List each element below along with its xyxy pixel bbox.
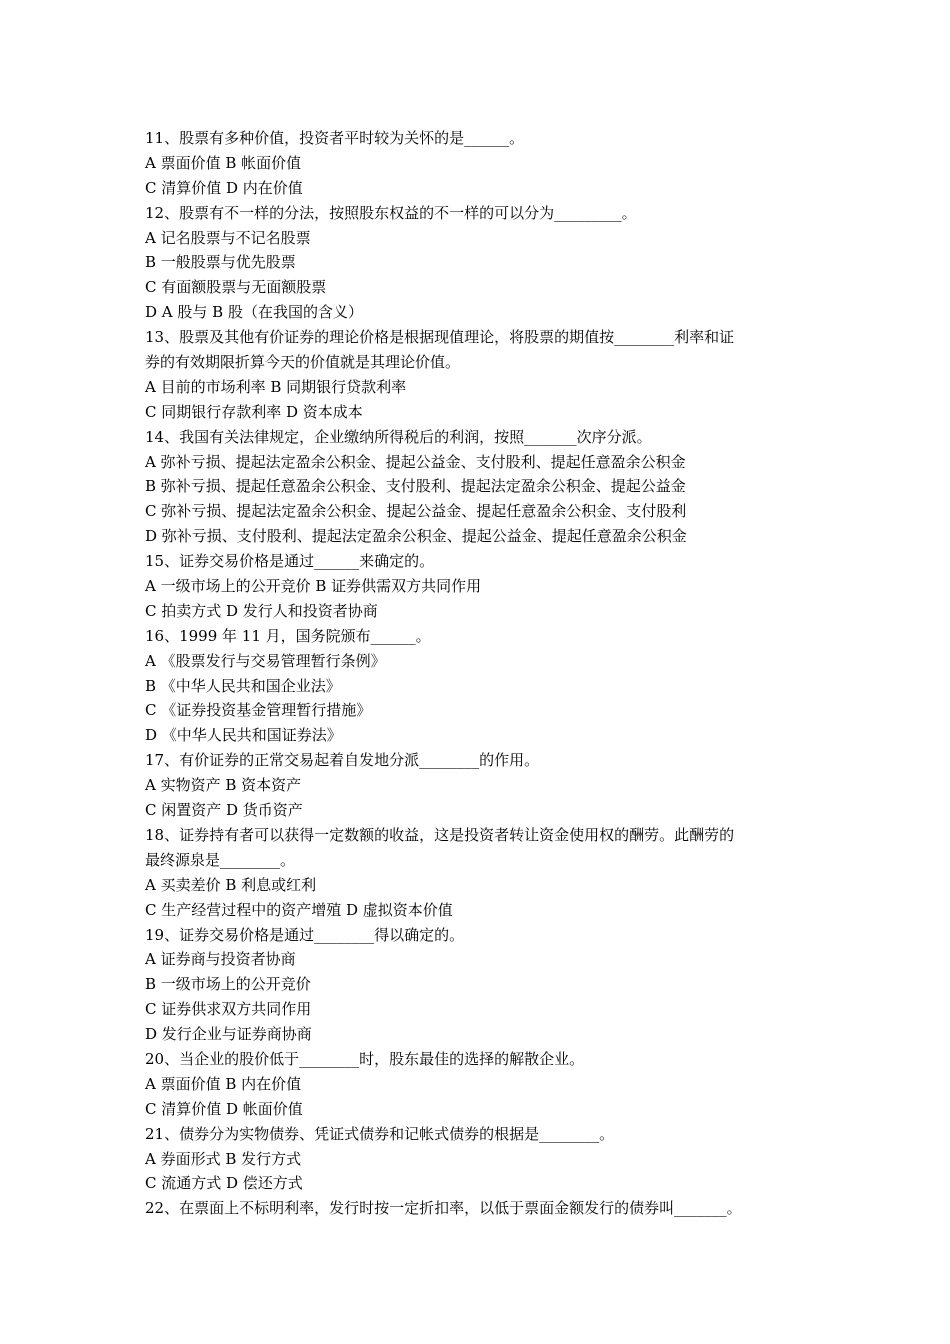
option-line: C 弥补亏损、提起法定盈余公积金、提起公益金、提起任意盈余公积金、支付股利	[145, 502, 687, 521]
option-line: B 一级市场上的公开竞价	[145, 975, 311, 994]
option-line: C 拍卖方式 D 发行人和投资者协商	[145, 601, 378, 620]
question-16: 16、1999 年 11 月，国务院颁布______。	[145, 626, 431, 645]
option-line: A 《股票发行与交易管理暂行条例》	[145, 651, 386, 670]
option-line: A 弥补亏损、提起法定盈余公积金、提起公益金、支付股利、提起任意盈余公积金	[145, 452, 686, 471]
option-line: C 清算价值 D 帐面价值	[145, 1099, 303, 1118]
option-line: A 券面形式 B 发行方式	[145, 1149, 302, 1168]
question-12: 12、股票有不一样的分法，按照股东权益的不一样的可以分为_________。	[145, 203, 637, 222]
option-line: A 一级市场上的公开竞价 B 证券供需双方共同作用	[145, 577, 482, 596]
option-line: A 记名股票与不记名股票	[145, 228, 311, 247]
option-line: A 证券商与投资者协商	[145, 950, 296, 969]
question-11: 11、股票有多种价值，投资者平时较为关怀的是______。	[145, 129, 525, 147]
question-13: 13、股票及其他有价证券的理论价格是根据现值理论，将股票的期值按________利率和证	[145, 328, 735, 347]
option-line: C 流通方式 D 偿还方式	[145, 1174, 303, 1193]
question-18-continued: 最终源泉是________。	[145, 850, 296, 869]
question-14: 14、我国有关法律规定，企业缴纳所得税后的利润，按照_______次序分派。	[145, 427, 652, 446]
option-line: D 发行企业与证券商协商	[145, 1025, 312, 1044]
question-20: 20、当企业的股价低于________时，股东最佳的选择的解散企业。	[145, 1049, 585, 1068]
option-line: A 实物资产 B 资本资产	[145, 776, 302, 795]
option-line: C 闲置资产 D 货币资产	[145, 801, 303, 820]
option-line: C 《证券投资基金管理暂行措施》	[145, 701, 372, 720]
option-line: D 《中华人民共和国证券法》	[145, 726, 342, 745]
question-21: 21、债券分为实物债券、凭证式债券和记帐式债券的根据是________。	[145, 1124, 615, 1143]
option-line: C 清算价值 D 内在价值	[145, 178, 303, 197]
question-17: 17、有价证券的正常交易起着自发地分派________的作用。	[145, 751, 540, 770]
question-22: 22、在票面上不标明利率，发行时按一定折扣率，以低于票面金额发行的债券叫_______。	[145, 1199, 742, 1218]
question-19: 19、证券交易价格是通过________得以确定的。	[145, 925, 465, 944]
option-line: C 证券供求双方共同作用	[145, 1000, 312, 1019]
option-line: B 弥补亏损、提起任意盈余公积金、支付股利、提起法定盈余公积金、提起公益金	[145, 477, 686, 496]
option-line: B 一般股票与优先股票	[145, 253, 296, 272]
option-line: A 票面价值 B 内在价值	[145, 1074, 302, 1093]
option-line: D 弥补亏损、支付股利、提起法定盈余公积金、提起公益金、提起任意盈余公积金	[145, 527, 687, 546]
option-line: A 票面价值 B 帐面价值	[145, 153, 302, 172]
option-line: C 生产经营过程中的资产增殖 D 虚拟资本价值	[145, 900, 453, 919]
question-13-continued: 券的有效期限折算今天的价值就是其理论价值。	[145, 353, 461, 372]
document-body	[145, 126, 810, 1221]
option-line: B 《中华人民共和国企业法》	[145, 676, 341, 695]
question-15: 15、证券交易价格是通过______来确定的。	[145, 552, 435, 571]
question-18: 18、证券持有者可以获得一定数额的收益，这是投资者转让资金使用权的酬劳。此酬劳的	[145, 825, 735, 844]
option-line: A 买卖差价 B 利息或红利	[145, 875, 317, 894]
option-line: D A 股与 B 股（在我国的含义）	[145, 303, 363, 322]
option-line: C 有面额股票与无面额股票	[145, 278, 327, 297]
option-line: C 同期银行存款利率 D 资本成本	[145, 402, 363, 421]
option-line: A 目前的市场利率 B 同期银行贷款利率	[145, 377, 407, 396]
